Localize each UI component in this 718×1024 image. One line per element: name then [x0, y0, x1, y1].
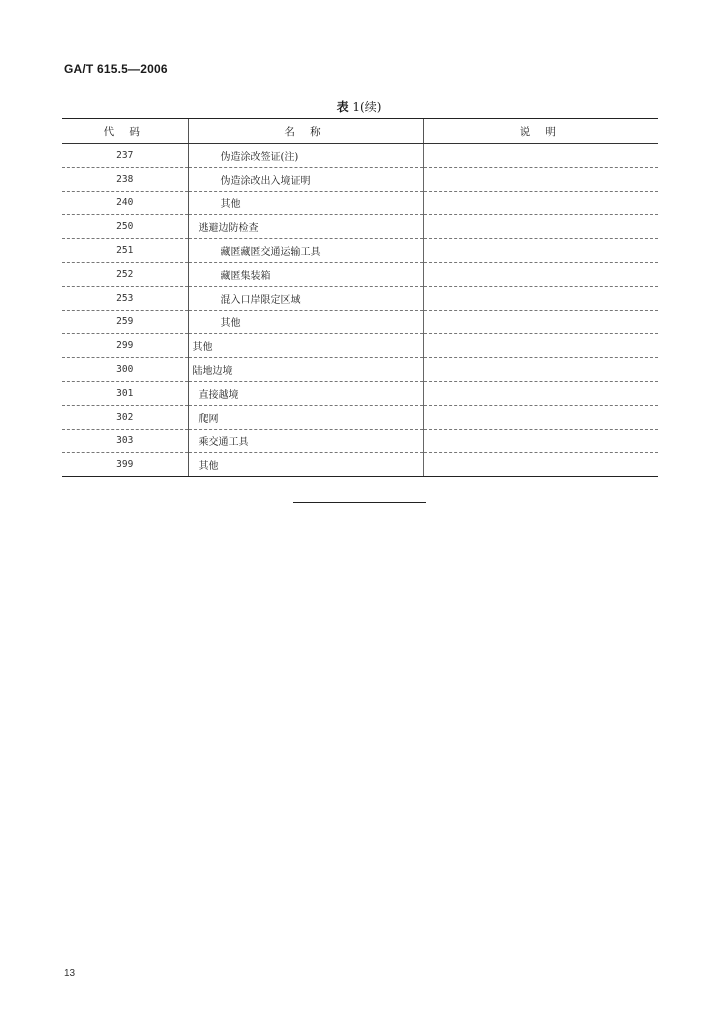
row-note: [423, 334, 658, 358]
table-row: [62, 310, 658, 334]
row-code: 253: [62, 286, 188, 310]
row-name: 逃避边防检查: [188, 215, 423, 239]
row-code: 399: [62, 453, 188, 477]
row-code: 301: [62, 381, 188, 405]
table-row: [62, 286, 658, 310]
row-note: [423, 310, 658, 334]
table-header-row: [62, 119, 658, 144]
row-code: 240: [62, 191, 188, 215]
table-row: [62, 215, 658, 239]
end-rule: [293, 502, 426, 503]
table-caption-prefix: 表: [336, 100, 349, 114]
row-note: [423, 358, 658, 382]
row-code: 259: [62, 310, 188, 334]
row-code: 300: [62, 358, 188, 382]
row-note: [423, 453, 658, 477]
row-note: [423, 429, 658, 453]
row-name: 爬网: [188, 405, 423, 429]
row-name: 伪造涂改出入境证明: [188, 167, 423, 191]
standard-id: GA/T 615.5—2006: [64, 62, 168, 76]
table-body: [62, 144, 658, 477]
table-row: [62, 334, 658, 358]
row-name: 其他: [188, 453, 423, 477]
code-table: [62, 118, 658, 477]
table-row: [62, 405, 658, 429]
page-number: 13: [64, 968, 76, 979]
row-name: 其他: [188, 334, 423, 358]
row-code: 250: [62, 215, 188, 239]
row-name: 直接越境: [188, 381, 423, 405]
table-row: [62, 191, 658, 215]
row-name: 藏匿藏匿交通运输工具: [188, 239, 423, 263]
row-note: [423, 286, 658, 310]
table-row: [62, 144, 658, 168]
row-code: 238: [62, 167, 188, 191]
row-note: [423, 215, 658, 239]
row-name: 藏匿集装箱: [188, 262, 423, 286]
row-name: 其他: [188, 310, 423, 334]
table-row: [62, 239, 658, 263]
row-code: 252: [62, 262, 188, 286]
table-row: [62, 358, 658, 382]
table-caption-rest: 1(续): [348, 100, 382, 114]
table-row: [62, 453, 658, 477]
header-code: 代 码: [62, 119, 188, 144]
row-note: [423, 167, 658, 191]
table-caption: [0, 98, 718, 115]
row-name: 混入口岸限定区域: [188, 286, 423, 310]
row-note: [423, 144, 658, 168]
table-row: [62, 167, 658, 191]
table-row: [62, 381, 658, 405]
header-note: 说 明: [423, 119, 658, 144]
row-name: 乘交通工具: [188, 429, 423, 453]
row-note: [423, 381, 658, 405]
row-code: 299: [62, 334, 188, 358]
row-code: 302: [62, 405, 188, 429]
row-note: [423, 239, 658, 263]
table-row: [62, 262, 658, 286]
row-note: [423, 191, 658, 215]
row-name: 伪造涂改签证(注): [188, 144, 423, 168]
row-note: [423, 262, 658, 286]
row-code: 237: [62, 144, 188, 168]
row-note: [423, 405, 658, 429]
row-name: 其他: [188, 191, 423, 215]
row-code: 251: [62, 239, 188, 263]
row-name: 陆地边境: [188, 358, 423, 382]
row-code: 303: [62, 429, 188, 453]
header-name: 名 称: [188, 119, 423, 144]
table-row: [62, 429, 658, 453]
